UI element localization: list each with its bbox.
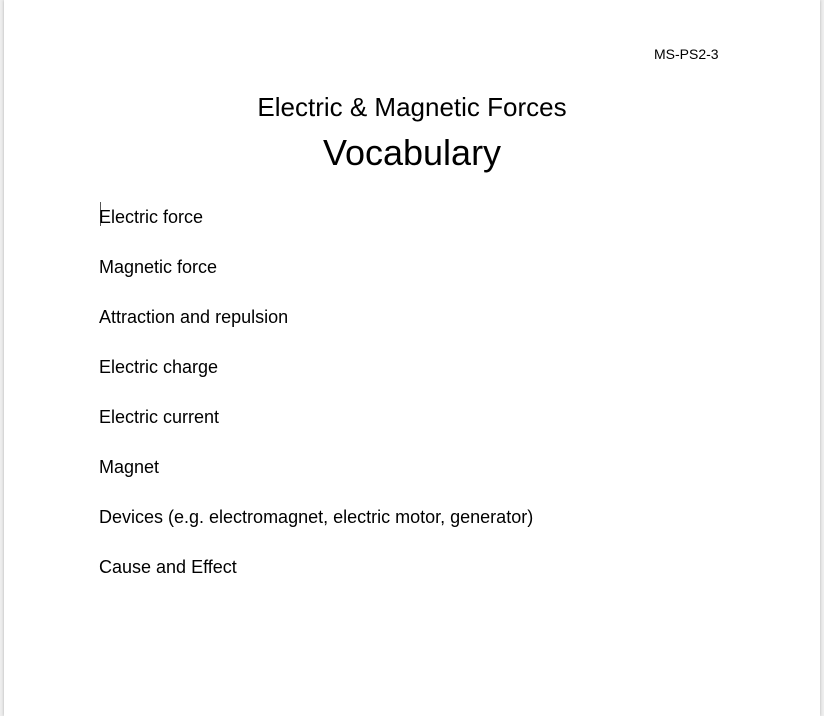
vocabulary-term: Electric charge (99, 357, 219, 377)
document-page[interactable] (4, 0, 820, 716)
vocabulary-term: Attraction and repulsion (99, 307, 289, 327)
vocabulary-term: Electric current (99, 407, 220, 427)
document-title: Vocabulary (322, 132, 502, 173)
vocabulary-term: Magnetic force (99, 257, 218, 277)
document-subtitle: Electric & Magnetic Forces (257, 92, 567, 122)
vocabulary-term: Magnet (99, 457, 160, 477)
vocabulary-term: Electric force (99, 207, 204, 227)
vocabulary-term: Devices (e.g. electromagnet, electric motor, generator) (99, 507, 534, 527)
vocabulary-term: Cause and Effect (99, 557, 237, 577)
vocabulary-list (99, 206, 533, 606)
standard-code: MS-PS2-3 (654, 46, 719, 62)
